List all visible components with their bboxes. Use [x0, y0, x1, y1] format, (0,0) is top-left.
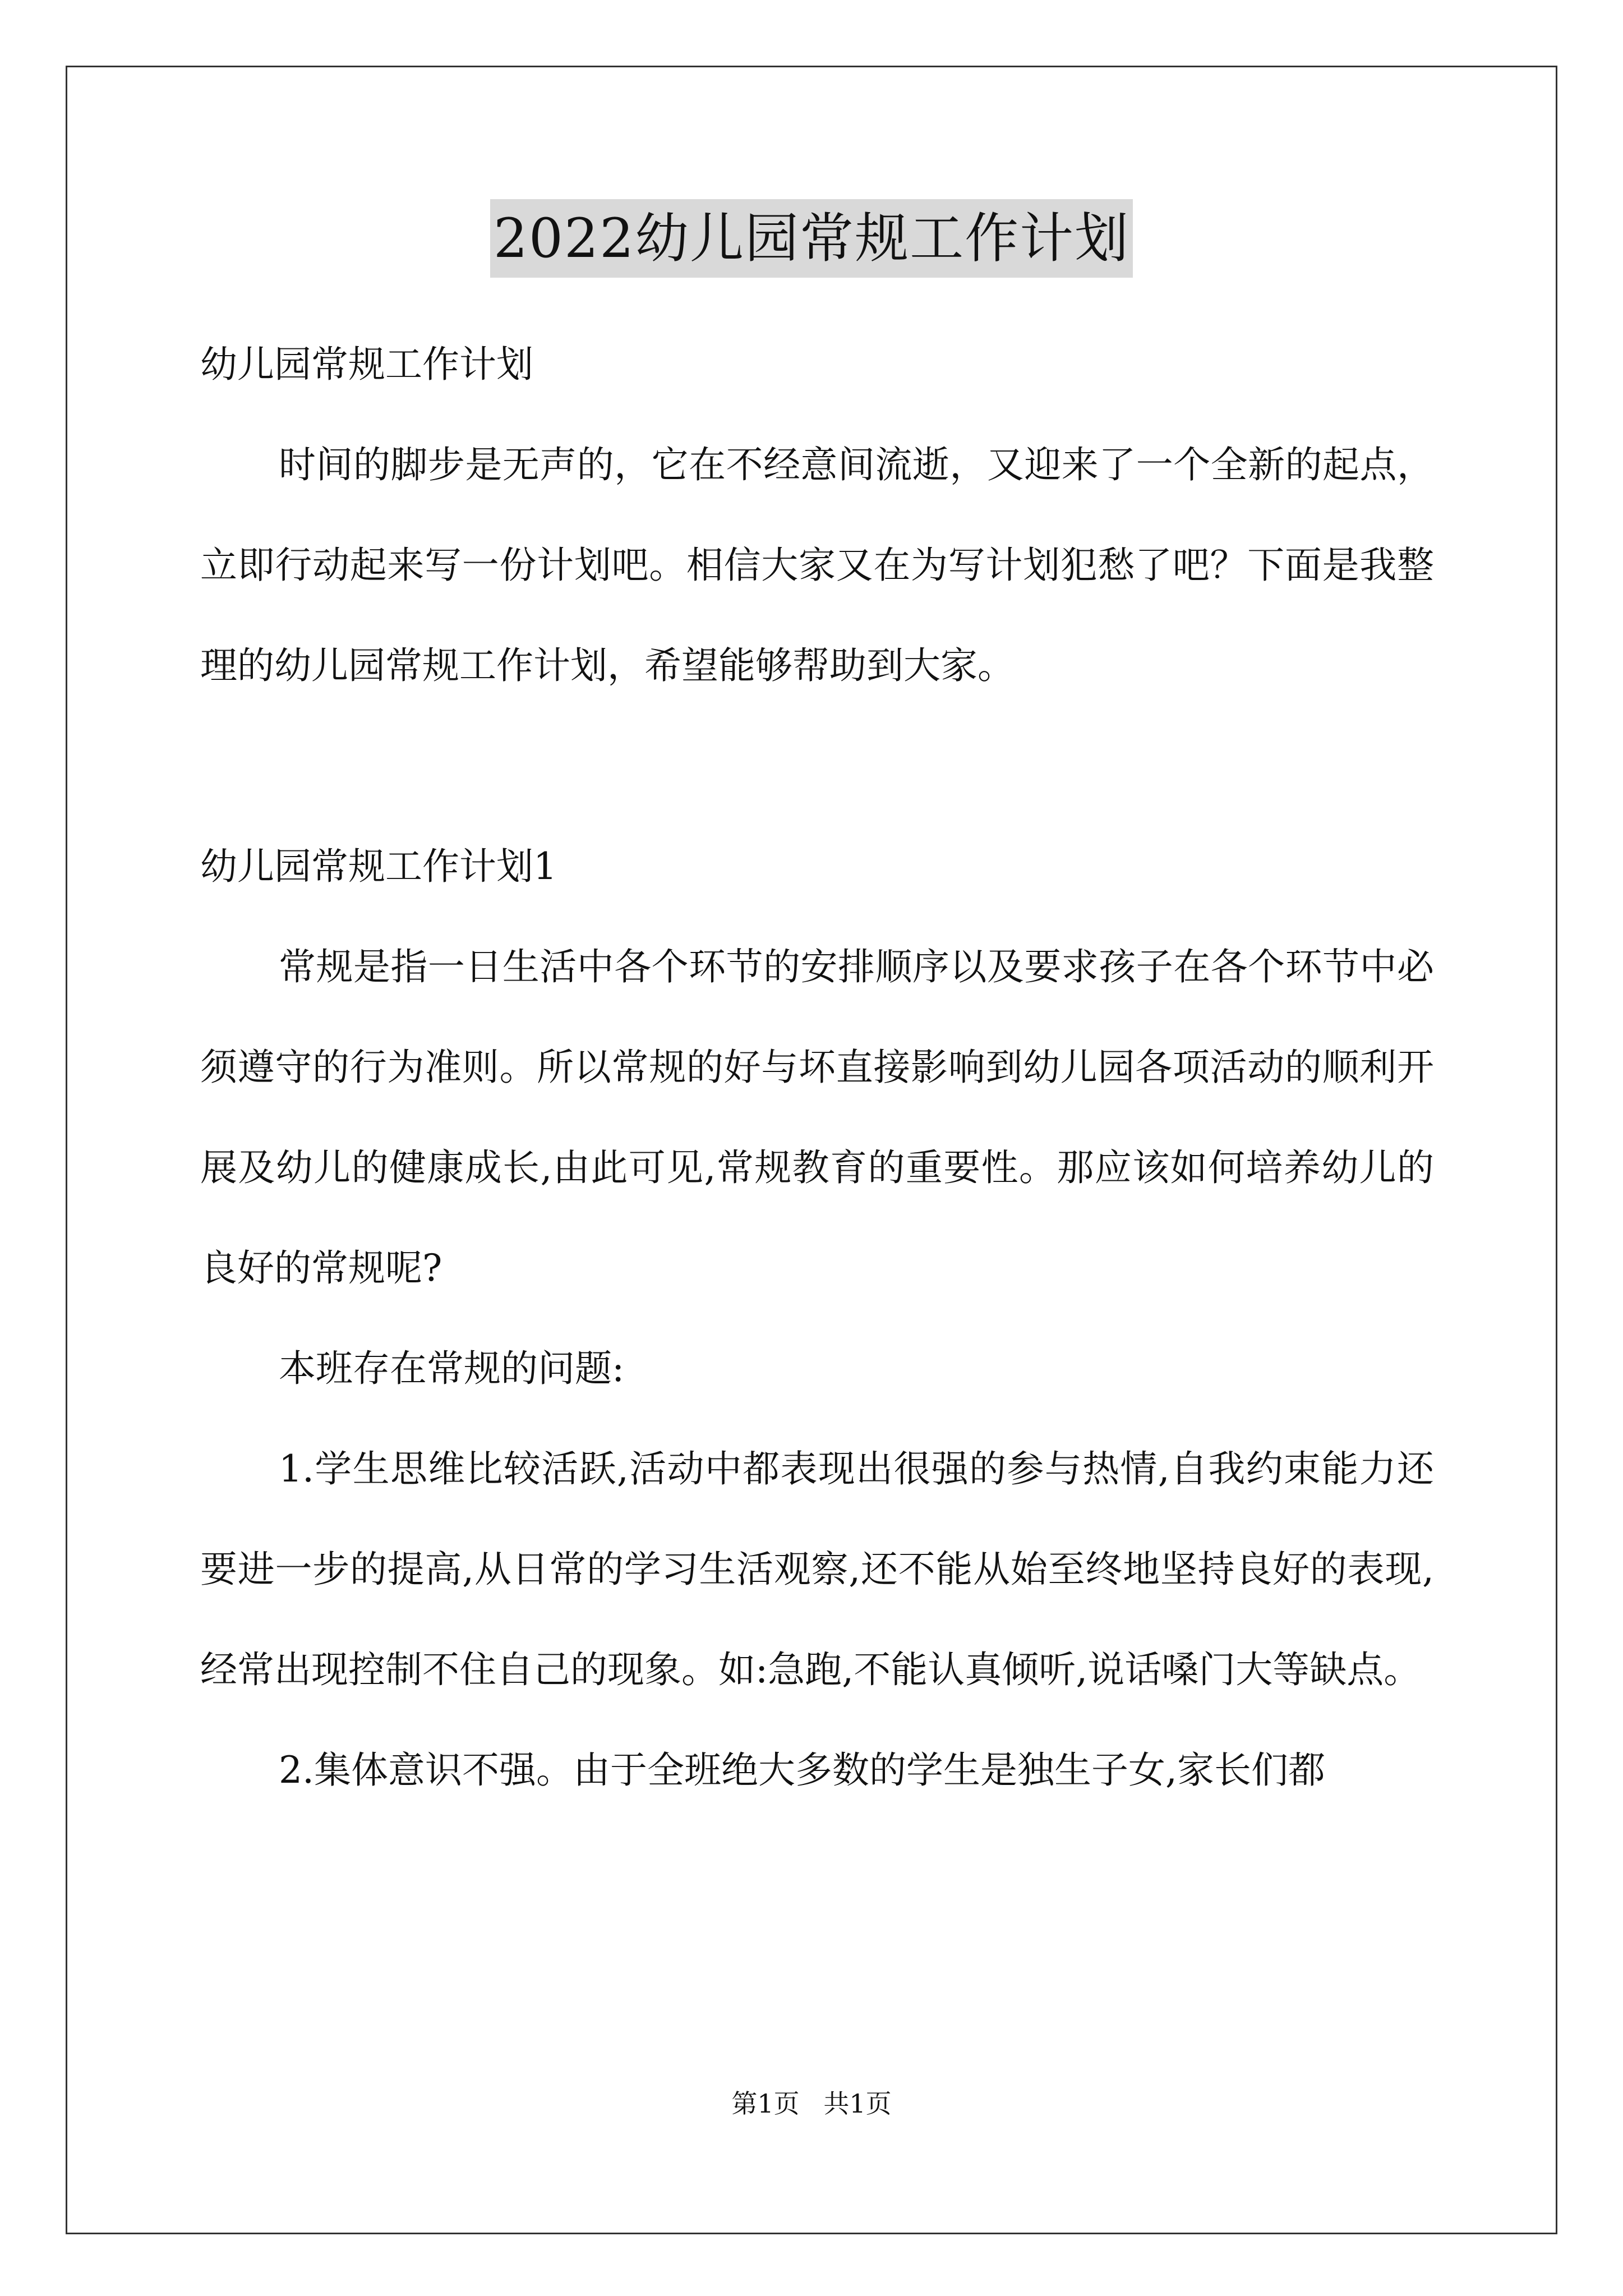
section-heading: 幼儿园常规工作计划1: [200, 845, 557, 888]
page-number: 第1页: [731, 2088, 800, 2119]
document-title: 2022幼儿园常规工作计划: [490, 199, 1133, 278]
title-container: [0, 199, 1623, 278]
section-paragraph-1: 常规是指一日生活中各个环节的安排顺序以及要求孩子在各个环节中必须遵守的行为准则。所以常规的好与坏直接影响到幼儿园各项活动的顺利开展及幼儿的健康成长,由此可见,常规教育的重要性。那应该如何培养幼儿的良好的常规呢?: [200, 945, 1434, 1290]
intro-paragraph: 时间的脚步是无声的，它在不经意间流逝，又迎来了一个全新的起点，立即行动起来写一份计划吧。相信大家又在为写计划犯愁了吧？下面是我整理的幼儿园常规工作计划，希望能够帮助到大家。: [200, 443, 1434, 687]
paragraph-gap: [200, 716, 1434, 816]
section-paragraph-4: 2.集体意识不强。由于全班绝大多数的学生是独生子女,家长们都: [279, 1749, 1325, 1792]
section-paragraph-3: 1.学生思维比较活跃,活动中都表现出很强的参与热情,自我约束能力还要进一步的提高,从日常的学习生活观察,还不能从始至终地坚持良好的表现,经常出现控制不住自己的现象。如:急跑,不能认真倾听,说话嗓门大等缺点。: [200, 1447, 1434, 1691]
document-subtitle: 幼儿园常规工作计划: [200, 343, 533, 386]
page-total: 共1页: [823, 2088, 892, 2119]
document-body: [200, 314, 1434, 1820]
section-paragraph-2: 本班存在常规的问题:: [279, 1347, 625, 1390]
page-footer: [0, 2087, 1623, 2120]
